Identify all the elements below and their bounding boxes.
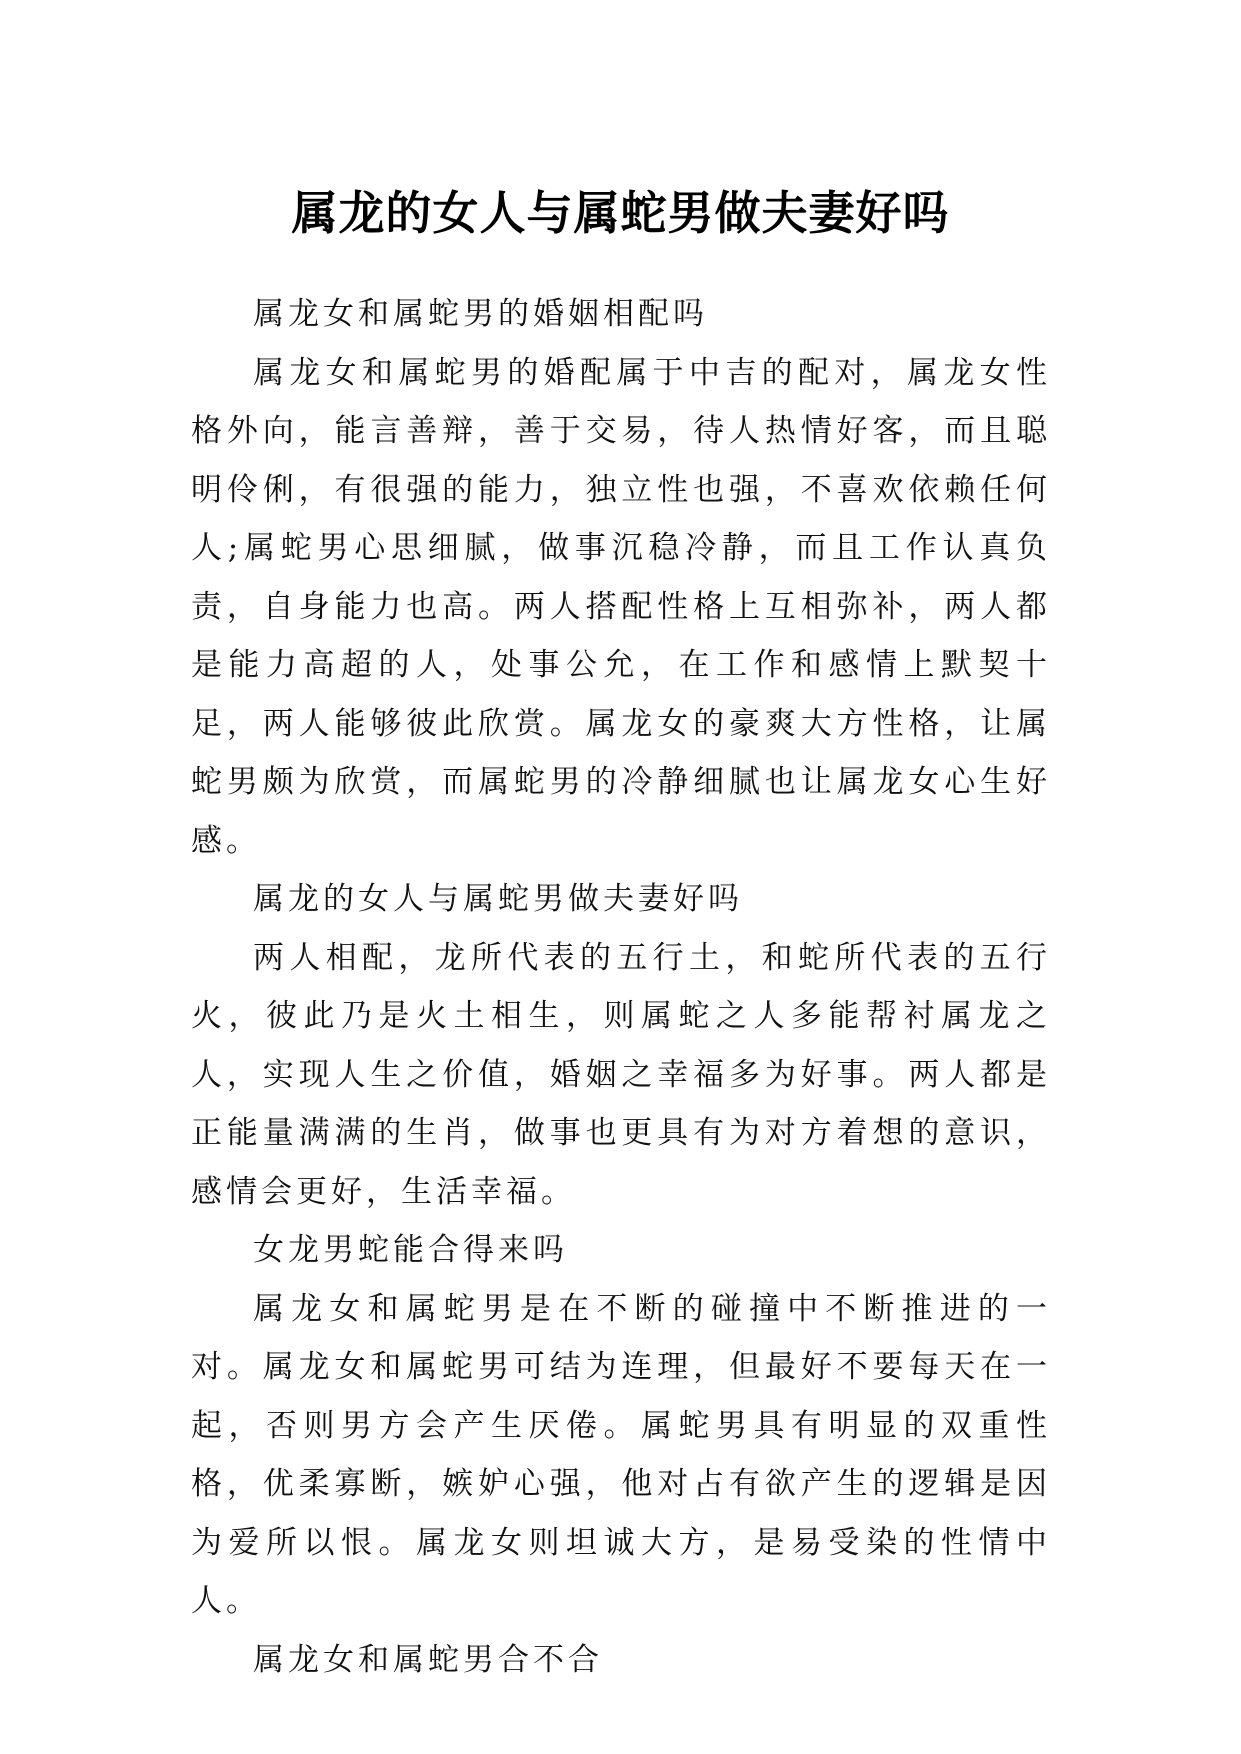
body-paragraph: 两人相配，龙所代表的五行土，和蛇所代表的五行火，彼此乃是火土相生，则属蛇之人多能帮衬属龙之人，实现人生之价值，婚姻之幸福多为好事。两人都是正能量满满的生肖，做事也更具有为对方着想的意识，感情会更好，生活幸福。 bbox=[191, 939, 1051, 1210]
section-heading: 女龙男蛇能合得来吗 bbox=[253, 1232, 568, 1268]
body-paragraph: 属龙女和属蛇男的婚配属于中吉的配对，属龙女性格外向，能言善辩，善于交易，待人热情好客，而且聪明伶俐，有很强的能力，独立性也强，不喜欢依赖任何人;属蛇男心思细腻，做事沉稳冷静，而且工作认真负责，自身能力也高。两人搭配性格上互相弥补，两人都是能力高超的人，处事公允，在工作和感情上默契十足，两人能够彼此欣赏。属龙女的豪爽大方性格，让属蛇男颇为欣赏，而属蛇男的冷静细腻也让属龙女心生好感。 bbox=[191, 354, 1051, 859]
section-heading: 属龙女和属蛇男的婚姻相配吗 bbox=[253, 296, 708, 332]
section-heading: 属龙女和属蛇男合不合 bbox=[253, 1641, 603, 1678]
document-body bbox=[191, 285, 1051, 1689]
section-heading: 属龙的女人与属蛇男做夫妻好吗 bbox=[253, 881, 743, 917]
document-title: 属龙的女人与属蛇男做夫妻好吗 bbox=[291, 185, 950, 240]
body-paragraph: 属龙女和属蛇男是在不断的碰撞中不断推进的一对。属龙女和属蛇男可结为连理，但最好不要每天在一起，否则男方会产生厌倦。属蛇男具有明显的双重性格，优柔寡断，嫉妒心强，他对占有欲产生的逻辑是因为爱所以恨。属龙女则坦诚大方，是易受染的性情中人。 bbox=[191, 1290, 1051, 1619]
